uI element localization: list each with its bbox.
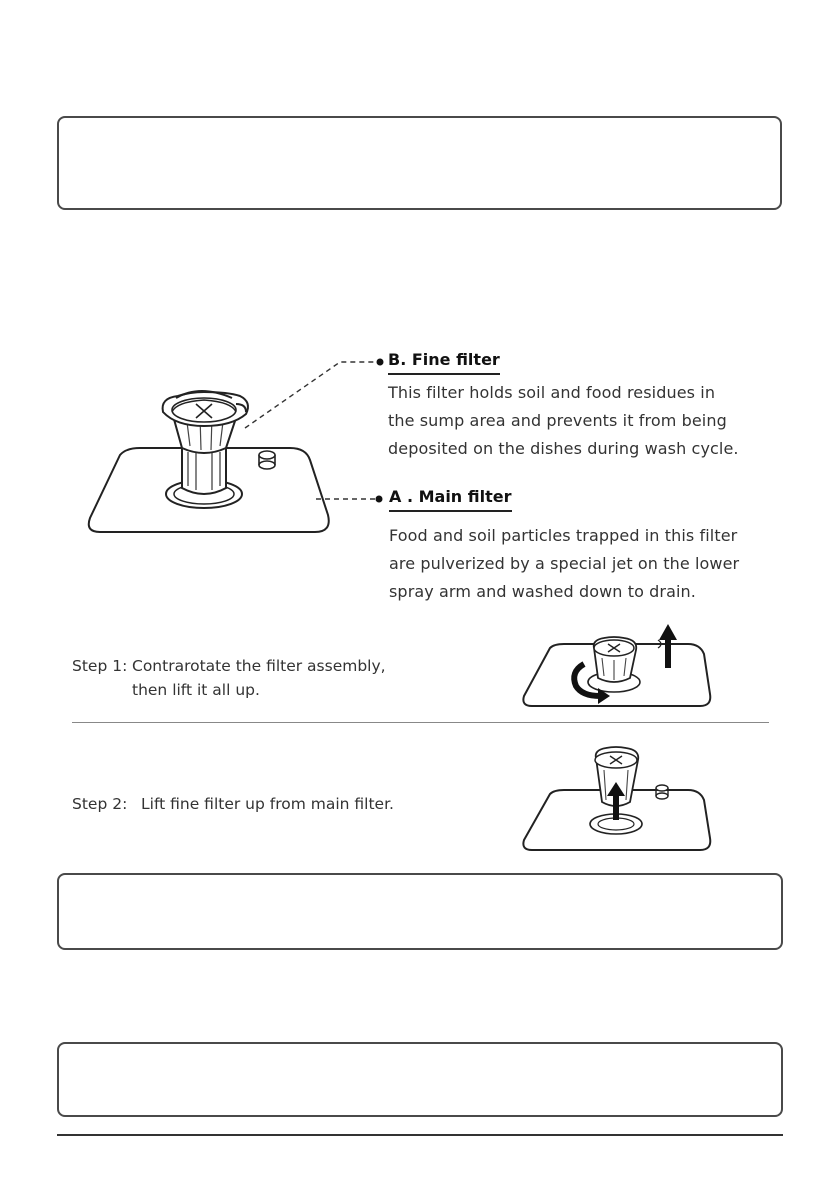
main-filter-line-3: spray arm and washed down to drain. <box>389 582 696 601</box>
bottom-note-box <box>57 1042 783 1117</box>
middle-note-box <box>57 873 783 950</box>
main-filter-title: A . Main filter <box>389 487 512 506</box>
main-filter-line-1: Food and soil particles trapped in this filter <box>389 526 738 545</box>
step-1-text-2: then lift it all up. <box>132 681 260 699</box>
step-2-illustration <box>518 746 718 856</box>
fine-filter-title: B. Fine filter <box>388 350 500 369</box>
step-1-illustration <box>518 618 718 708</box>
main-filter-line-2: are pulverized by a special jet on the lower <box>389 554 740 573</box>
footer-rule <box>57 1134 783 1136</box>
fine-filter-line-1: This filter holds soil and food residues in <box>388 383 716 402</box>
fine-filter-line-3: deposited on the dishes during wash cycle. <box>388 439 739 458</box>
fine-filter-line-2: the sump area and prevents it from being <box>388 411 727 430</box>
step-2-text: Lift fine filter up from main filter. <box>141 795 394 813</box>
step-2-label: Step 2: <box>72 795 128 813</box>
step-divider <box>72 722 769 723</box>
step-1-label: Step 1: <box>72 657 128 675</box>
step-1-text: Contrarotate the filter assembly, <box>132 657 386 675</box>
